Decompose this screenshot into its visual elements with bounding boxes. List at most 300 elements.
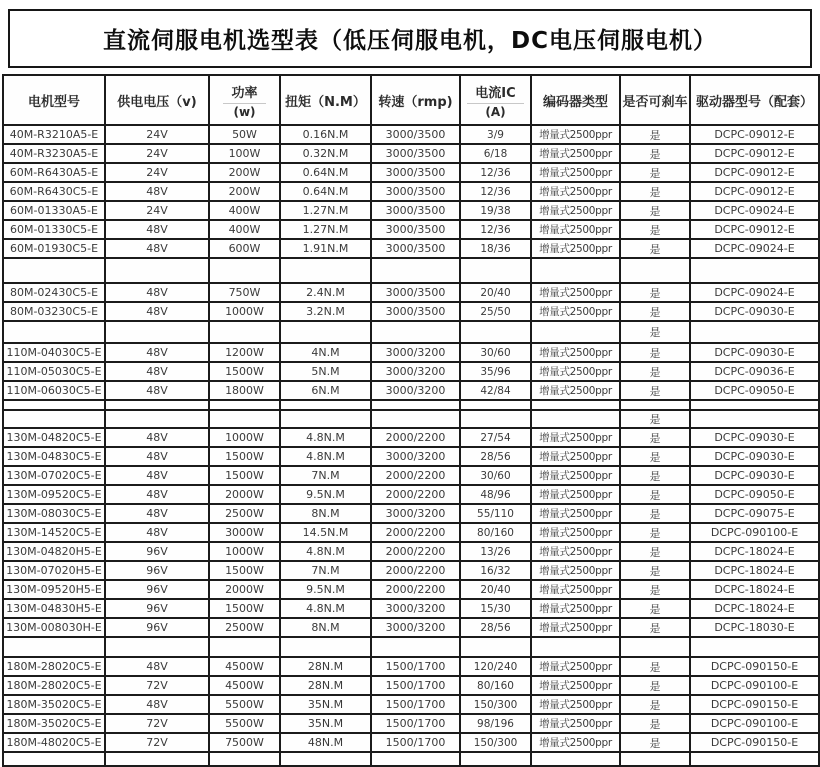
table-cell: 2000/2200 [371, 466, 460, 485]
table-cell: 48/96 [460, 485, 531, 504]
table-cell [460, 321, 531, 343]
table-cell: 增量式2500ppr [531, 618, 620, 637]
table-cell: 110M-04030C5-E [3, 343, 105, 362]
table-cell: DCPC-09024-E [690, 283, 819, 302]
table-cell: 180M-35020C5-E [3, 695, 105, 714]
table-cell [690, 752, 819, 766]
table-cell: 增量式2500ppr [531, 485, 620, 504]
table-cell [3, 752, 105, 766]
table-cell: 48V [105, 239, 209, 258]
table-cell: 1500W [209, 599, 280, 618]
table-cell: 是 [620, 676, 690, 695]
table-cell [371, 400, 460, 410]
table-cell: 48V [105, 220, 209, 239]
table-cell [620, 400, 690, 410]
table-cell: DCPC-09012-E [690, 163, 819, 182]
table-cell [460, 258, 531, 283]
table-cell: 5500W [209, 695, 280, 714]
table-cell: 增量式2500ppr [531, 676, 620, 695]
table-cell [620, 752, 690, 766]
table-cell: 28N.M [280, 676, 371, 695]
column-header: 驱动器型号（配套） [690, 75, 819, 125]
table-cell: 9.5N.M [280, 485, 371, 504]
table-cell: 是 [620, 599, 690, 618]
table-cell [531, 258, 620, 283]
table-cell: 80/160 [460, 676, 531, 695]
column-header-unit: (A) [485, 104, 506, 119]
table-cell: 18/36 [460, 239, 531, 258]
table-cell: 增量式2500ppr [531, 163, 620, 182]
column-header-label: 功率 [223, 82, 265, 104]
table-cell: 16/32 [460, 561, 531, 580]
table-cell: 72V [105, 676, 209, 695]
table-cell: 48V [105, 523, 209, 542]
table-cell [105, 410, 209, 428]
table-cell: 35N.M [280, 714, 371, 733]
table-cell [620, 637, 690, 657]
table-cell: 2.4N.M [280, 283, 371, 302]
table-cell: 是 [620, 144, 690, 163]
table-cell: 是 [620, 580, 690, 599]
table-row [3, 561, 819, 580]
table-cell [460, 637, 531, 657]
table-cell: 60M-R6430A5-E [3, 163, 105, 182]
table-cell: 增量式2500ppr [531, 714, 620, 733]
table-cell: DCPC-09030-E [690, 428, 819, 447]
table-cell: 14.5N.M [280, 523, 371, 542]
table-cell: 0.64N.M [280, 163, 371, 182]
table-cell: DCPC-09030-E [690, 302, 819, 321]
table-cell: 100W [209, 144, 280, 163]
table-cell: 7500W [209, 733, 280, 752]
table-cell: 2000W [209, 580, 280, 599]
table-row [3, 618, 819, 637]
table-separator-row [3, 400, 819, 410]
table-cell: 130M-08030C5-E [3, 504, 105, 523]
table-cell: 48V [105, 504, 209, 523]
table-cell [280, 258, 371, 283]
table-cell: 13/26 [460, 542, 531, 561]
table-cell: 9.5N.M [280, 580, 371, 599]
table-cell: 180M-48020C5-E [3, 733, 105, 752]
table-cell: 增量式2500ppr [531, 283, 620, 302]
table-cell: 是 [620, 466, 690, 485]
table-cell: 60M-R6430C5-E [3, 182, 105, 201]
table-cell: 3000/3500 [371, 239, 460, 258]
table-row [3, 714, 819, 733]
table-row [3, 599, 819, 618]
table-cell: 130M-09520H5-E [3, 580, 105, 599]
table-cell: 增量式2500ppr [531, 561, 620, 580]
table-cell [371, 637, 460, 657]
table-cell: 5N.M [280, 362, 371, 381]
table-cell: 1500W [209, 561, 280, 580]
table-cell: 25/50 [460, 302, 531, 321]
table-cell: 增量式2500ppr [531, 447, 620, 466]
column-header: 转速（rmp) [371, 75, 460, 125]
table-cell: 20/40 [460, 580, 531, 599]
table-separator-row [3, 752, 819, 766]
column-header: 编码器类型 [531, 75, 620, 125]
table-cell: 3000/3200 [371, 381, 460, 400]
table-cell: 0.64N.M [280, 182, 371, 201]
table-cell [690, 400, 819, 410]
table-cell: DCPC-09012-E [690, 125, 819, 144]
table-cell: DCPC-09024-E [690, 201, 819, 220]
table-row [3, 410, 819, 428]
table-cell: 3000/3200 [371, 618, 460, 637]
table-cell: 96V [105, 599, 209, 618]
table-cell: 48V [105, 466, 209, 485]
table-cell: 1500/1700 [371, 733, 460, 752]
table-cell [209, 400, 280, 410]
table-row [3, 321, 819, 343]
table-cell: 400W [209, 201, 280, 220]
table-cell: 8N.M [280, 504, 371, 523]
table-cell: 48V [105, 485, 209, 504]
table-row [3, 504, 819, 523]
table-row [3, 447, 819, 466]
table-cell: 96V [105, 618, 209, 637]
table-cell: 1000W [209, 542, 280, 561]
table-cell [690, 637, 819, 657]
table-cell: 3000/3200 [371, 504, 460, 523]
table-cell: 是 [620, 695, 690, 714]
table-cell: DCPC-090100-E [690, 714, 819, 733]
table-cell: 是 [620, 302, 690, 321]
table-cell: 35N.M [280, 695, 371, 714]
table-cell: DCPC-18024-E [690, 542, 819, 561]
table-cell [3, 321, 105, 343]
table-cell: 120/240 [460, 657, 531, 676]
table-row [3, 201, 819, 220]
table-cell [371, 410, 460, 428]
table-cell: 72V [105, 714, 209, 733]
table-cell: DCPC-09030-E [690, 447, 819, 466]
table-cell: 48V [105, 381, 209, 400]
table-cell: 180M-28020C5-E [3, 657, 105, 676]
table-cell: 增量式2500ppr [531, 466, 620, 485]
table-cell [460, 410, 531, 428]
table-cell: 增量式2500ppr [531, 144, 620, 163]
table-separator-row [3, 637, 819, 657]
table-row [3, 283, 819, 302]
table-cell: 增量式2500ppr [531, 523, 620, 542]
table-cell: 增量式2500ppr [531, 542, 620, 561]
table-cell: 增量式2500ppr [531, 733, 620, 752]
table-cell: 19/38 [460, 201, 531, 220]
table-cell: 是 [620, 239, 690, 258]
column-header-unit: (w) [233, 104, 256, 119]
table-cell: 130M-04830H5-E [3, 599, 105, 618]
table-cell [371, 752, 460, 766]
table-cell [280, 400, 371, 410]
table-cell: 150/300 [460, 733, 531, 752]
table-cell [280, 752, 371, 766]
title-box [8, 9, 812, 68]
table-cell [531, 637, 620, 657]
table-cell: 30/60 [460, 466, 531, 485]
table-cell: 3000/3500 [371, 125, 460, 144]
table-cell: 98/196 [460, 714, 531, 733]
table-cell: 3000/3500 [371, 283, 460, 302]
table-cell: 96V [105, 561, 209, 580]
table-cell: 增量式2500ppr [531, 125, 620, 144]
column-header [460, 75, 531, 125]
table-cell [620, 258, 690, 283]
table-cell: DCPC-18024-E [690, 580, 819, 599]
table-cell: 600W [209, 239, 280, 258]
table-cell: DCPC-090150-E [690, 695, 819, 714]
table-cell: 增量式2500ppr [531, 695, 620, 714]
table-cell [105, 752, 209, 766]
table-cell: 42/84 [460, 381, 531, 400]
table-cell: 3000/3500 [371, 182, 460, 201]
table-cell: 3000/3500 [371, 163, 460, 182]
table-cell: 130M-07020H5-E [3, 561, 105, 580]
table-cell: DCPC-18024-E [690, 561, 819, 580]
table-cell: 96V [105, 542, 209, 561]
table-cell: DCPC-09075-E [690, 504, 819, 523]
table-cell: 2000W [209, 485, 280, 504]
table-cell: 48V [105, 182, 209, 201]
table-cell: 2500W [209, 504, 280, 523]
table-cell: 24V [105, 163, 209, 182]
table-cell [690, 258, 819, 283]
table-cell: 是 [620, 362, 690, 381]
column-header: 是否可刹车 [620, 75, 690, 125]
table-cell: 40M-R3230A5-E [3, 144, 105, 163]
table-cell: DCPC-09030-E [690, 343, 819, 362]
table-cell: 1000W [209, 302, 280, 321]
table-cell: 24V [105, 125, 209, 144]
table-cell: 2000/2200 [371, 485, 460, 504]
table-cell: 增量式2500ppr [531, 504, 620, 523]
table-cell: 6N.M [280, 381, 371, 400]
table-cell [690, 321, 819, 343]
table-cell: 27/54 [460, 428, 531, 447]
table-cell: 130M-008030H-E [3, 618, 105, 637]
table-cell [105, 321, 209, 343]
table-cell: 增量式2500ppr [531, 343, 620, 362]
table-cell: 1500/1700 [371, 676, 460, 695]
table-cell: 增量式2500ppr [531, 580, 620, 599]
table-cell: 48N.M [280, 733, 371, 752]
column-header [209, 75, 280, 125]
table-cell: 60M-01330A5-E [3, 201, 105, 220]
table-cell: DCPC-09024-E [690, 239, 819, 258]
table-cell: 增量式2500ppr [531, 599, 620, 618]
table-cell: 200W [209, 182, 280, 201]
table-cell: 130M-14520C5-E [3, 523, 105, 542]
table-cell [531, 752, 620, 766]
table-cell: 60M-01930C5-E [3, 239, 105, 258]
table-cell [690, 410, 819, 428]
table-cell: 是 [620, 410, 690, 428]
table-cell: 3000/3500 [371, 144, 460, 163]
table-row [3, 733, 819, 752]
table-cell: DCPC-09050-E [690, 485, 819, 504]
table-cell: 7N.M [280, 561, 371, 580]
table-cell: 6/18 [460, 144, 531, 163]
table-cell: 2000/2200 [371, 542, 460, 561]
table-row [3, 144, 819, 163]
table-cell: 1500W [209, 362, 280, 381]
table-cell: 180M-28020C5-E [3, 676, 105, 695]
table-header-row [3, 75, 819, 125]
table-cell: 4N.M [280, 343, 371, 362]
table-cell: 24V [105, 201, 209, 220]
table-cell: 是 [620, 561, 690, 580]
table-cell: 2000/2200 [371, 428, 460, 447]
table-row [3, 343, 819, 362]
table-cell [371, 321, 460, 343]
table-cell: 增量式2500ppr [531, 302, 620, 321]
table-cell [105, 637, 209, 657]
table-cell [209, 752, 280, 766]
table-cell [3, 258, 105, 283]
table-cell: 4500W [209, 676, 280, 695]
table-row [3, 302, 819, 321]
table-cell [105, 258, 209, 283]
table-cell: 1500/1700 [371, 657, 460, 676]
table-cell [209, 258, 280, 283]
table-cell: 8N.M [280, 618, 371, 637]
table-row [3, 125, 819, 144]
table-cell: 1500/1700 [371, 714, 460, 733]
column-header: 供电电压（v) [105, 75, 209, 125]
table-cell: 是 [620, 504, 690, 523]
table-cell [3, 637, 105, 657]
table-cell: 是 [620, 618, 690, 637]
table-cell: 2000/2200 [371, 523, 460, 542]
table-cell: 4500W [209, 657, 280, 676]
table-cell [531, 400, 620, 410]
column-header: 扭矩（N.M） [280, 75, 371, 125]
table-cell [280, 410, 371, 428]
table-cell: 是 [620, 381, 690, 400]
table-cell: 12/36 [460, 182, 531, 201]
table-cell: 是 [620, 321, 690, 343]
table-cell: 1500/1700 [371, 695, 460, 714]
table-row [3, 657, 819, 676]
table-cell: DCPC-18030-E [690, 618, 819, 637]
table-cell: 1.27N.M [280, 220, 371, 239]
table-cell [3, 410, 105, 428]
table-cell: 是 [620, 714, 690, 733]
table-cell [280, 637, 371, 657]
table-cell: 28N.M [280, 657, 371, 676]
table-cell: 48V [105, 302, 209, 321]
table-cell: 12/36 [460, 163, 531, 182]
table-cell: 750W [209, 283, 280, 302]
table-cell: 1000W [209, 428, 280, 447]
table-cell: 2000/2200 [371, 580, 460, 599]
table-cell: 28/56 [460, 447, 531, 466]
table-cell: DCPC-09012-E [690, 182, 819, 201]
table-cell: 增量式2500ppr [531, 657, 620, 676]
table-cell: 0.32N.M [280, 144, 371, 163]
table-cell: 2500W [209, 618, 280, 637]
table-cell [531, 321, 620, 343]
table-cell [460, 400, 531, 410]
table-cell: 是 [620, 182, 690, 201]
table-cell: 4.8N.M [280, 599, 371, 618]
table-cell: 是 [620, 523, 690, 542]
table-cell: 80/160 [460, 523, 531, 542]
table-cell: 200W [209, 163, 280, 182]
table-cell: 是 [620, 343, 690, 362]
table-cell: 96V [105, 580, 209, 599]
table-cell: 48V [105, 343, 209, 362]
table-cell: 48V [105, 695, 209, 714]
table-cell: 是 [620, 447, 690, 466]
table-cell: 1200W [209, 343, 280, 362]
table-cell: 是 [620, 542, 690, 561]
table-cell [371, 258, 460, 283]
table-cell: 48V [105, 428, 209, 447]
table-cell: 30/60 [460, 343, 531, 362]
table-cell: 3.2N.M [280, 302, 371, 321]
table-cell: 3000/3500 [371, 302, 460, 321]
table-row [3, 220, 819, 239]
table-cell: 3000/3200 [371, 343, 460, 362]
table-cell: 是 [620, 283, 690, 302]
page [0, 9, 820, 759]
table-row [3, 428, 819, 447]
table-cell: 3/9 [460, 125, 531, 144]
table-cell: 7N.M [280, 466, 371, 485]
table-cell: DCPC-09036-E [690, 362, 819, 381]
table-cell: 400W [209, 220, 280, 239]
table-cell: 48V [105, 283, 209, 302]
table-cell: DCPC-090100-E [690, 523, 819, 542]
table-cell: 增量式2500ppr [531, 182, 620, 201]
table-cell: DCPC-090150-E [690, 733, 819, 752]
table-cell: 3000/3200 [371, 362, 460, 381]
table-cell [531, 410, 620, 428]
table-cell: 3000/3500 [371, 220, 460, 239]
table-cell: DCPC-09050-E [690, 381, 819, 400]
motor-table [2, 74, 820, 767]
table-cell: 1500W [209, 466, 280, 485]
table-cell: DCPC-090150-E [690, 657, 819, 676]
table-row [3, 695, 819, 714]
table-cell [3, 400, 105, 410]
table-cell: 是 [620, 201, 690, 220]
table-cell: 130M-04830C5-E [3, 447, 105, 466]
table-row [3, 523, 819, 542]
table-cell [209, 321, 280, 343]
table-row [3, 381, 819, 400]
table-cell: DCPC-09012-E [690, 220, 819, 239]
table-cell: 28/56 [460, 618, 531, 637]
table-row [3, 485, 819, 504]
table-cell: 3000/3200 [371, 599, 460, 618]
page-title: 直流伺服电机选型表（低压伺服电机，DC电压伺服电机） [103, 28, 717, 54]
table-cell: 50W [209, 125, 280, 144]
table-cell: 是 [620, 220, 690, 239]
table-row [3, 239, 819, 258]
table-cell: 是 [620, 125, 690, 144]
table-cell: 是 [620, 428, 690, 447]
table-cell: DCPC-090100-E [690, 676, 819, 695]
table-cell: 是 [620, 657, 690, 676]
table-cell: 130M-04820H5-E [3, 542, 105, 561]
table-cell: 80M-03230C5-E [3, 302, 105, 321]
table-cell: 4.8N.M [280, 447, 371, 466]
table-cell [209, 410, 280, 428]
